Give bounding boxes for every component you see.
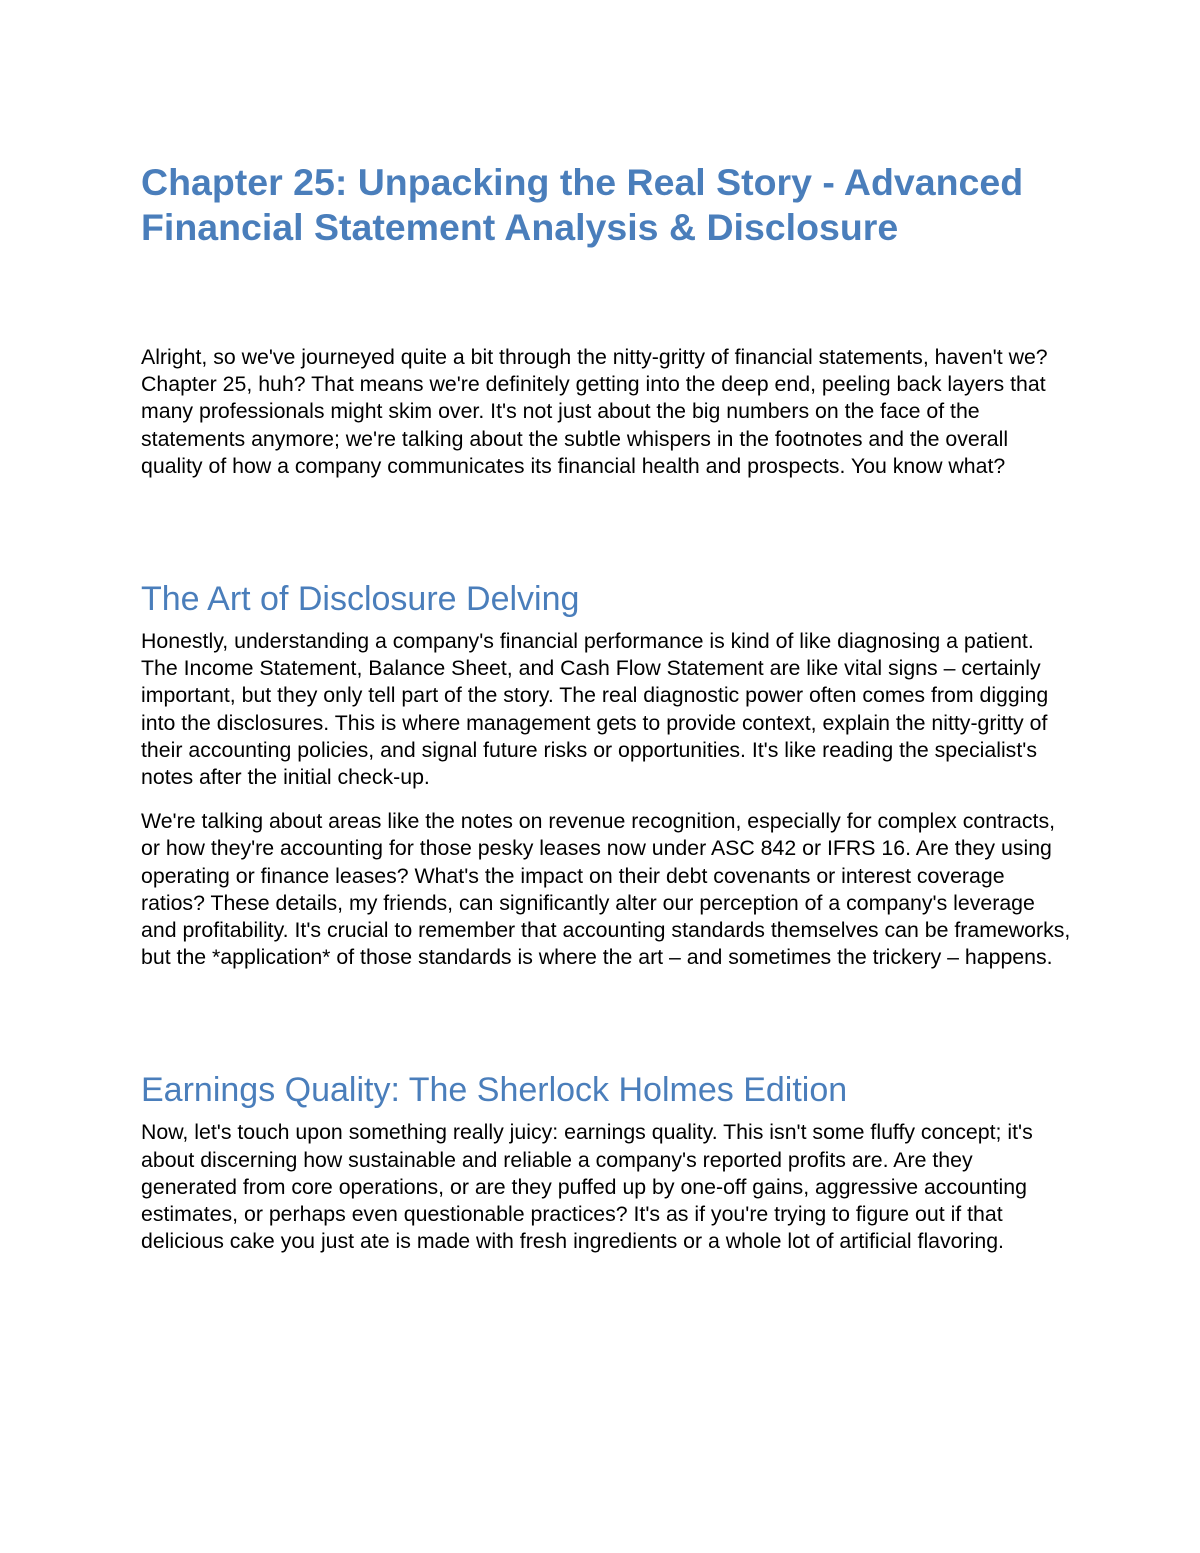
spacer xyxy=(141,619,1071,628)
body-paragraph: Honestly, understanding a company's financial performance is kind of like diagnosing a patient. The Income Statement, Balance Sheet, and Cash Flow Statement are like vital signs – certainly important, but they only tell part of the story. The real diagnostic power often comes from digging into the disclosures. This is where management gets to provide context, explain the nitty-gritty of their accounting policies, and signal future risks or opportunities. It's like reading the specialist's notes after the initial check-up. xyxy=(141,629,1049,790)
spacer xyxy=(141,971,1071,1070)
spacer xyxy=(141,791,1071,808)
section-heading: The Art of Disclosure Delving xyxy=(141,580,580,619)
spacer xyxy=(141,480,1071,579)
section-disclosure-delving xyxy=(141,579,1071,971)
body-paragraph: Now, let's touch upon something really juicy: earnings quality. This isn't some fluffy concept; it's about discerning how sustainable and reliable a company's reported profits are. Are they generated from core operations, or are they puffed up by one-off gains, aggressive accounting estimates, or perhaps even questionable practices? It's as if you're trying to figure out if that delicious cake you just ate is made with fresh ingredients or a whole lot of artificial flavoring. xyxy=(141,1120,1033,1254)
section-heading: Earnings Quality: The Sherlock Holmes Edition xyxy=(141,1071,848,1110)
intro-paragraph: Alright, so we've journeyed quite a bit through the nitty-gritty of financial statements, haven't we? Chapter 25, huh? That means we're definitely getting into the deep end, peeling back layers that many professionals might skim over. It's not just about the big numbers on the face of the statements anymore; we're talking about the subtle whispers in the footnotes and the overall quality of how a company communicates its financial health and prospects. You know what? xyxy=(141,345,1048,478)
document-page xyxy=(141,160,1071,1255)
body-paragraph: We're talking about areas like the notes on revenue recognition, especially for complex contracts, or how they're accounting for those pesky leases now under ASC 842 or IFRS 16. Are they using operating or finance leases? What's the impact on their debt covenants or interest coverage ratios? These details, my friends, can significantly alter our perception of a company's leverage and profitability. It's crucial to remember that accounting standards themselves can be frameworks, but the *application* of those standards is where the art – and sometimes the trickery – happens. xyxy=(141,809,1071,970)
section-earnings-quality xyxy=(141,1070,1071,1255)
spacer xyxy=(141,1110,1071,1119)
chapter-title: Chapter 25: Unpacking the Real Story - Advanced Financial Statement Analysis & Disclosure xyxy=(141,161,1024,248)
spacer xyxy=(141,250,1071,344)
